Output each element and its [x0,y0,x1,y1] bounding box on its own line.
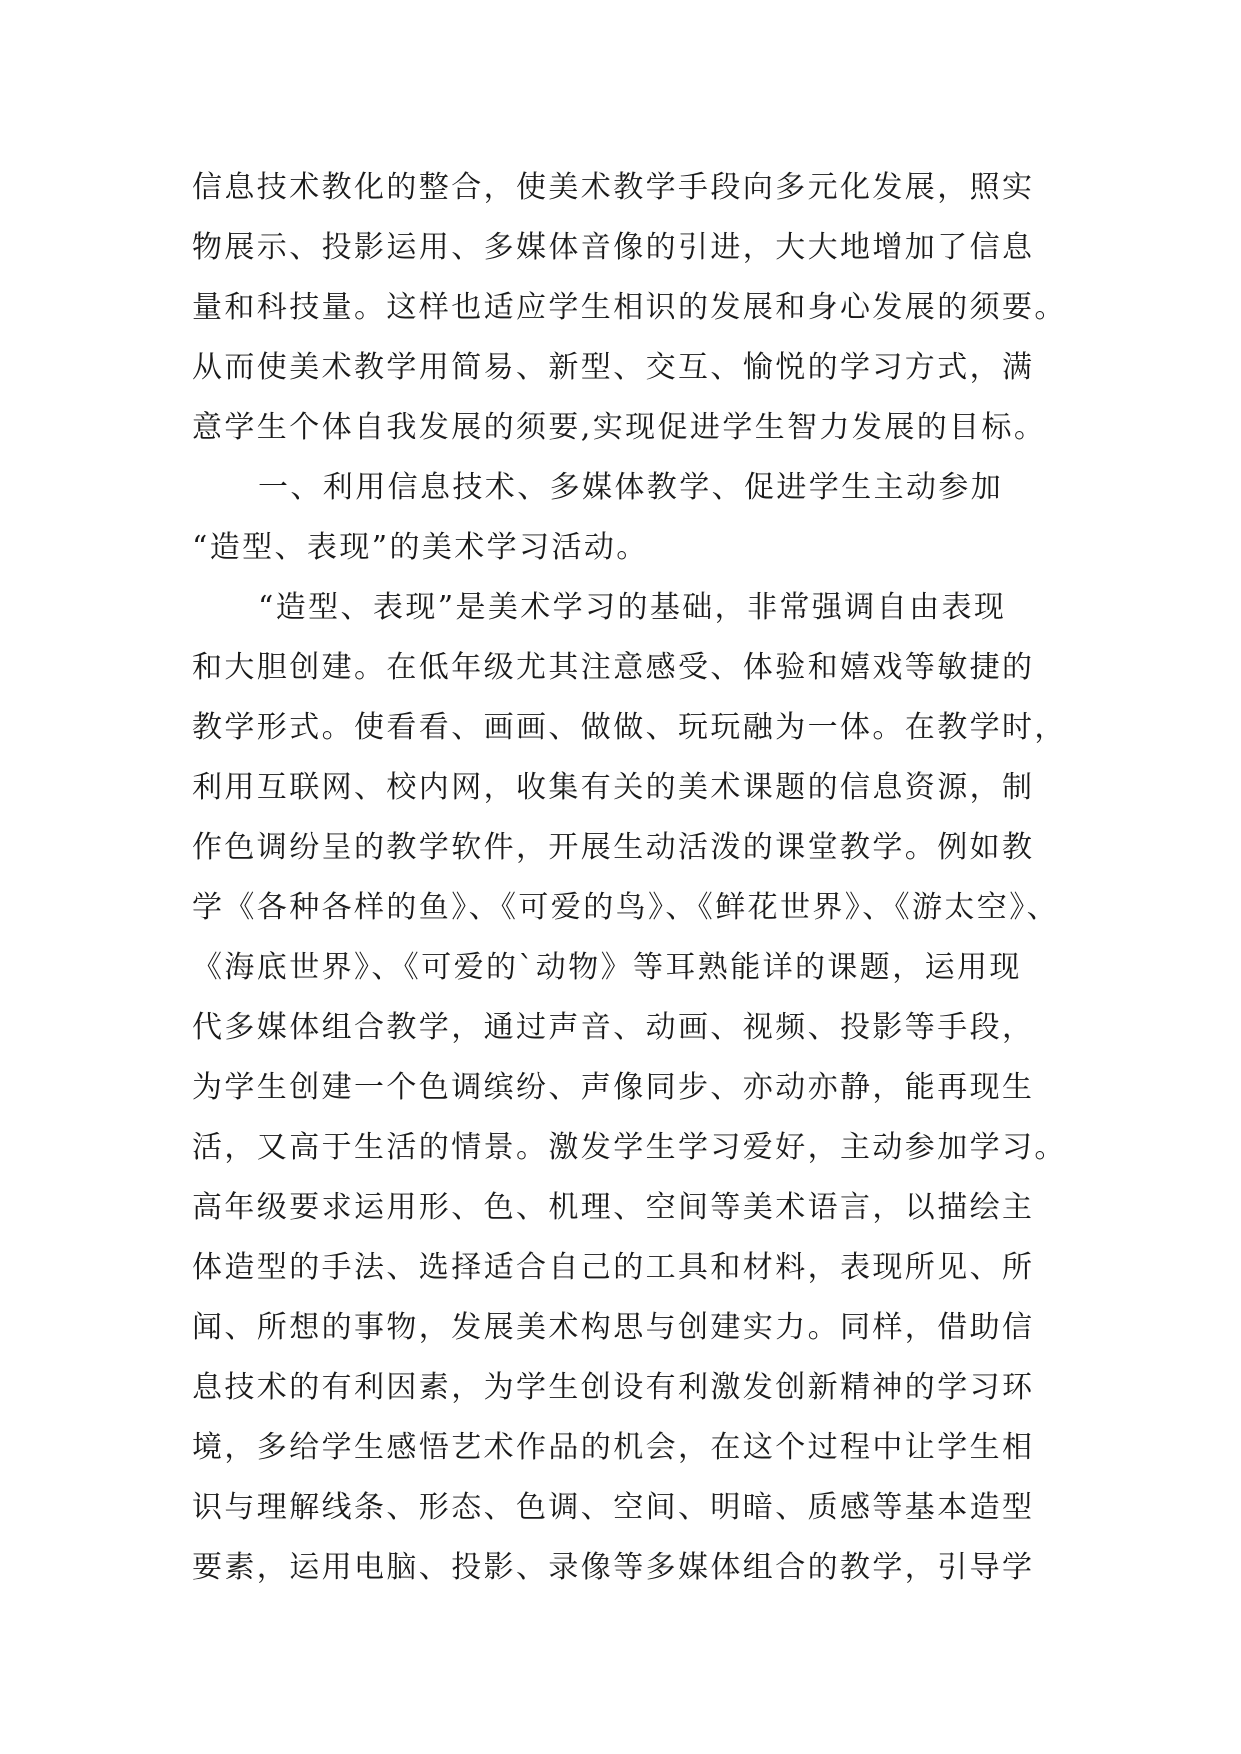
text-line: 代多媒体组合教学，通过声音、动画、视频、投影等手段， [192,1010,1035,1045]
text-line: 为学生创建一个色调缤纷、声像同步、亦动亦静，能再现生 [192,1070,1035,1105]
text-line: “造型、表现”是美术学习的基础，非常强调自由表现 [258,590,1007,625]
text-line: 要素，运用电脑、投影、录像等多媒体组合的教学，引导学 [192,1550,1035,1585]
text-line: 学《各种各样的鱼》、《可爱的鸟》、《鲜花世界》、《游太空》、 [192,890,1059,925]
text-line: 高年级要求运用形、色、机理、空间等美术语言，以描绘主 [192,1190,1035,1225]
section-heading-line: “造型、表现”的美术学习活动。 [192,530,649,565]
text-line: 闻、所想的事物，发展美术构思与创建实力。同样，借助信 [192,1310,1035,1345]
body-text [192,158,1092,1598]
text-line: 量和科技量。这样也适应学生相识的发展和身心发展的须要。 [192,290,1067,325]
text-line: 《海底世界》、《可爱的`动物》等耳熟能详的课题，运用现 [192,950,1022,985]
text-line: 息技术的有利因素，为学生创设有利激发创新精神的学习环 [192,1370,1035,1405]
text-line: 识与理解线条、形态、色调、空间、明暗、质感等基本造型 [192,1490,1035,1525]
text-line: 和大胆创建。在低年级尤其注意感受、体验和嬉戏等敏捷的 [192,650,1035,685]
text-line: 物展示、投影运用、多媒体音像的引进，大大地增加了信息 [192,230,1035,265]
text-line: 作色调纷呈的教学软件，开展生动活泼的课堂教学。例如教 [192,830,1035,865]
section-heading-line: 一、利用信息技术、多媒体教学、促进学生主动参加 [258,470,1004,505]
text-line: 从而使美术教学用简易、新型、交互、愉悦的学习方式，满 [192,350,1035,385]
text-line: 利用互联网、校内网，收集有关的美术课题的信息资源，制 [192,770,1035,805]
text-line: 体造型的手法、选择适合自己的工具和材料，表现所见、所 [192,1250,1035,1285]
text-line: 教学形式。使看看、画画、做做、玩玩融为一体。在教学时， [192,710,1067,745]
text-line: 信息技术教化的整合，使美术教学手段向多元化发展，照实 [192,170,1035,205]
text-line: 意学生个体自我发展的须要,实现促进学生智力发展的目标。 [192,410,1047,445]
text-line: 活，又高于生活的情景。激发学生学习爱好，主动参加学习。 [192,1130,1067,1165]
text-line: 境，多给学生感悟艺术作品的机会，在这个过程中让学生相 [192,1430,1035,1465]
